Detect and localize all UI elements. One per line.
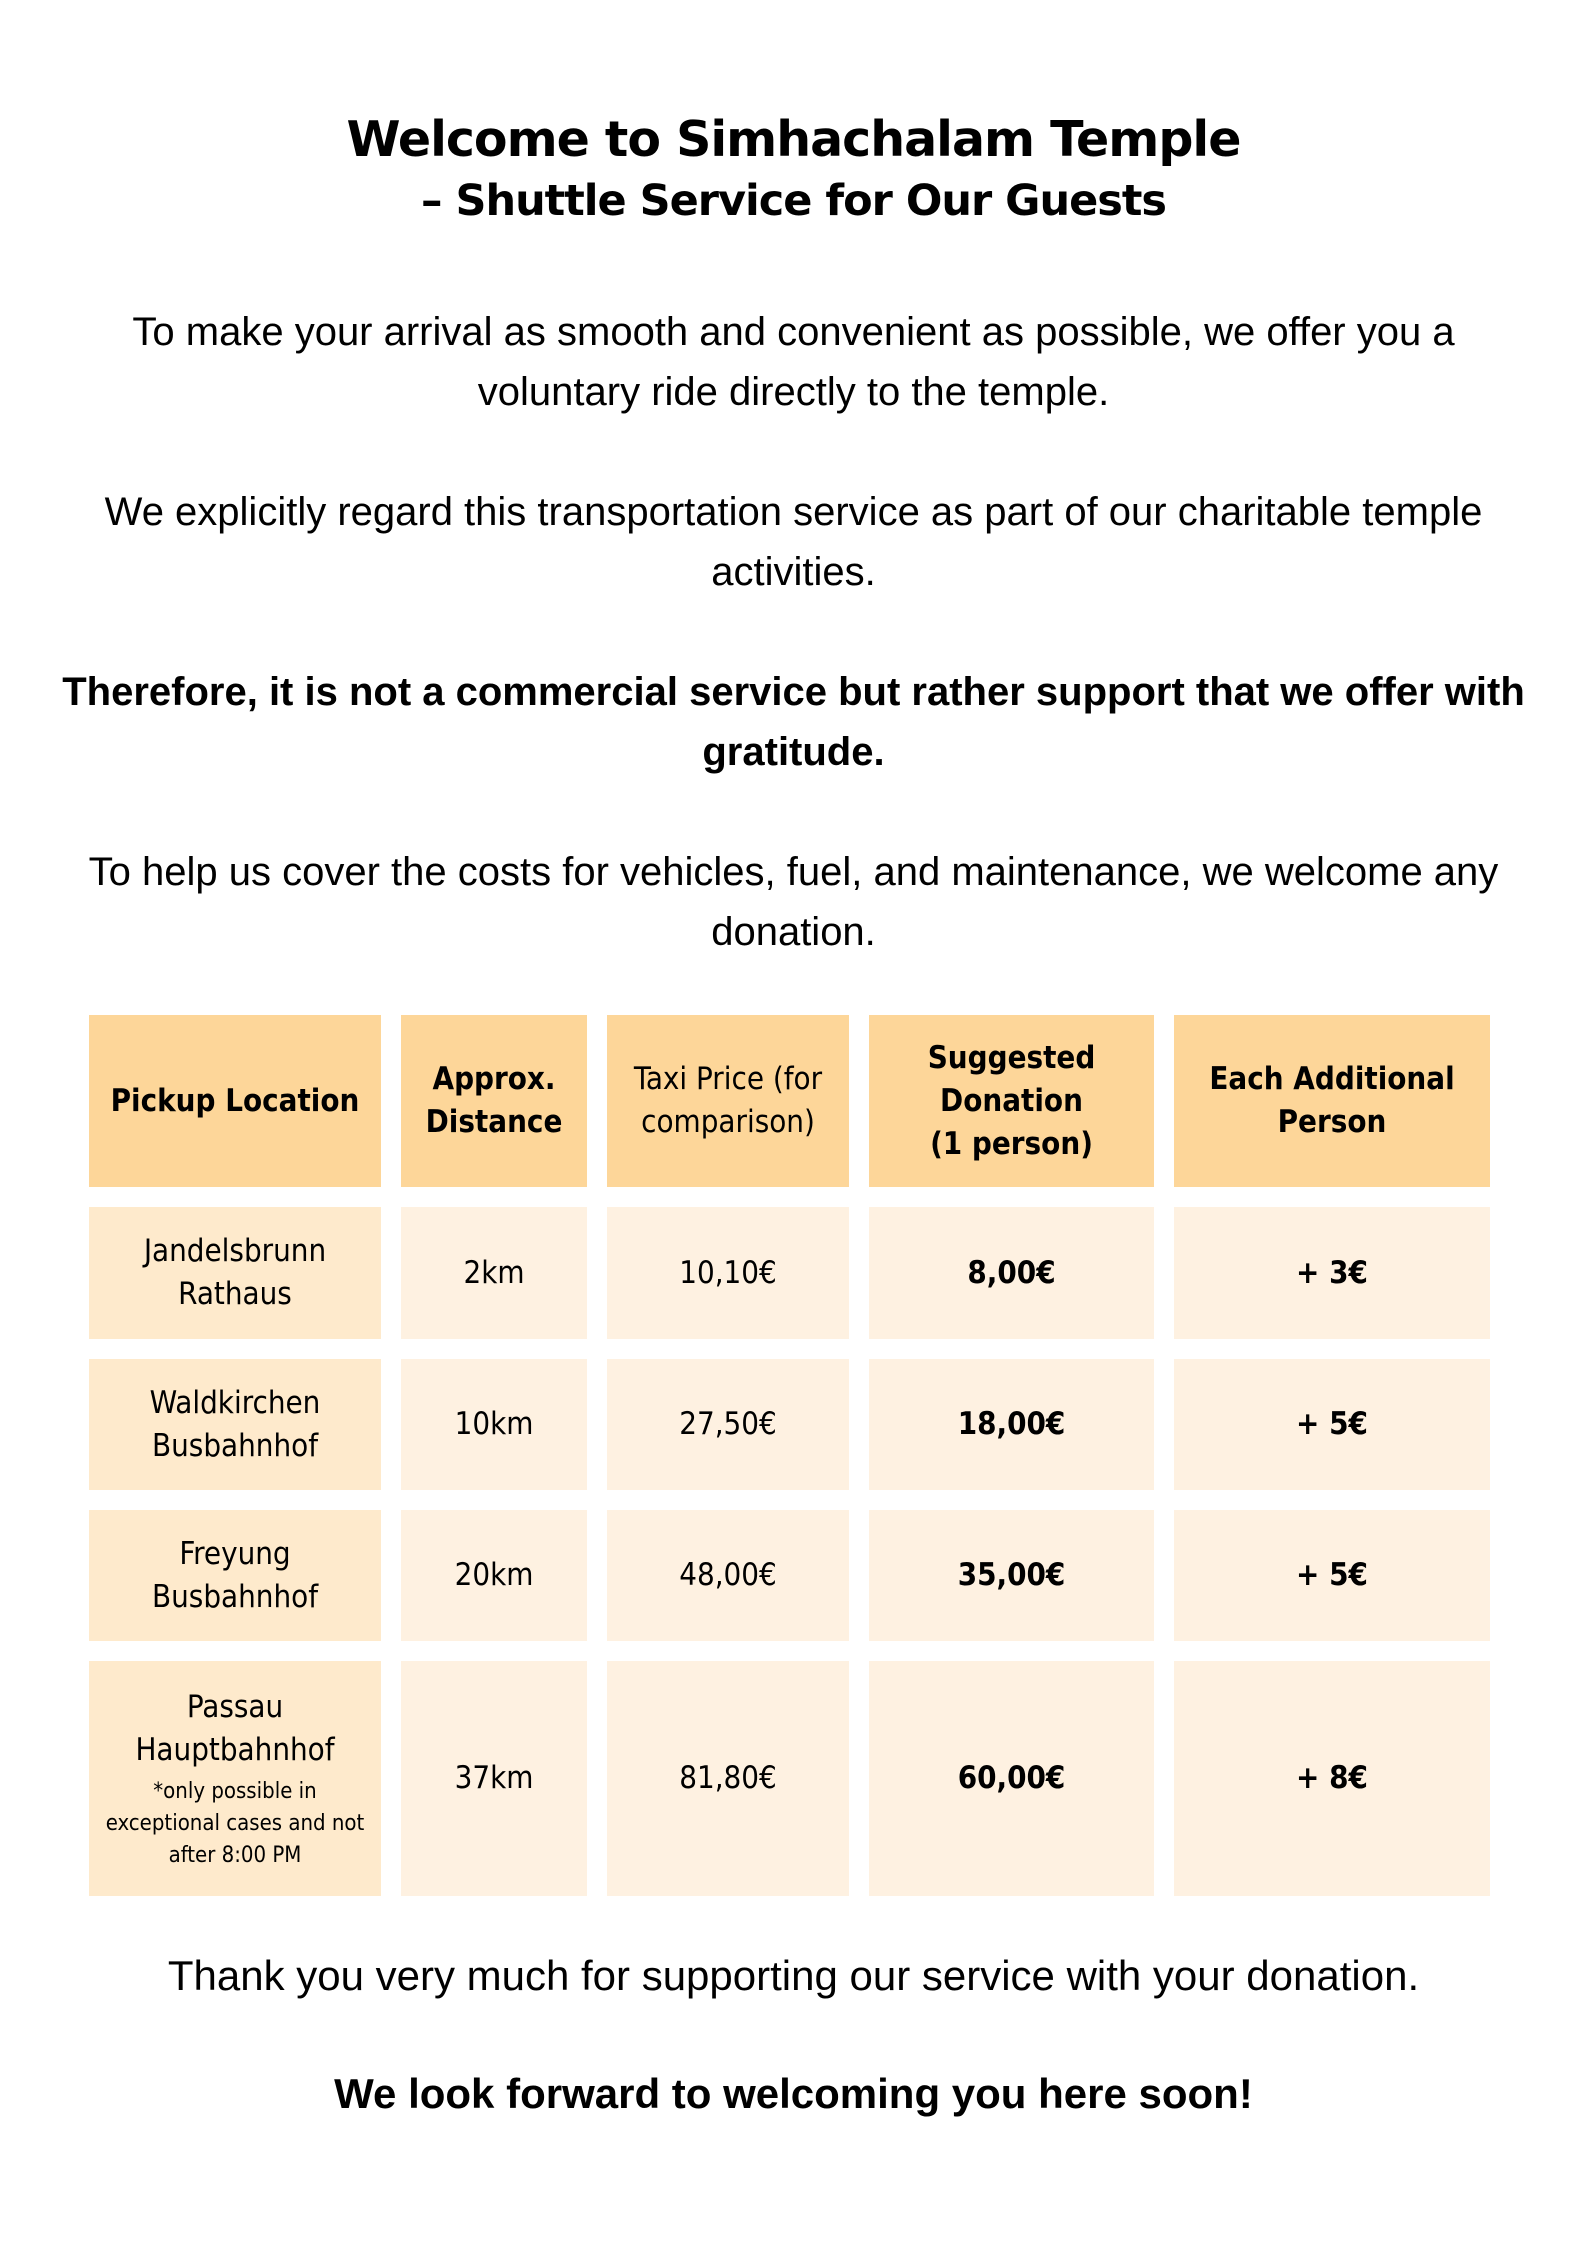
cell-taxi-price (607, 1661, 849, 1896)
header-pickup-label: Pickup Location (110, 1082, 360, 1119)
location-note: *only possible in exceptional cases and not after 8:00 PM (105, 1778, 365, 1868)
header-donation-line2: Donation (940, 1082, 1083, 1119)
distance-value: 10km (454, 1406, 534, 1442)
cell-additional-person (1174, 1510, 1490, 1641)
additional-value: + 5€ (1296, 1557, 1368, 1593)
cell-distance (401, 1359, 587, 1490)
cell-pickup-location (89, 1661, 381, 1896)
distance-value: 20km (454, 1557, 534, 1593)
cell-additional-person (1174, 1207, 1490, 1339)
header-suggested-donation (869, 1015, 1154, 1187)
cell-pickup-location (89, 1359, 381, 1490)
header-distance (401, 1015, 587, 1187)
cell-taxi-price (607, 1359, 849, 1490)
header-additional-line2: Person (1277, 1104, 1387, 1140)
location-line1: Jandelsbrunn (143, 1233, 327, 1269)
location-line2: Busbahnhof (151, 1578, 319, 1615)
additional-value: + 5€ (1296, 1406, 1368, 1442)
cell-distance (401, 1207, 587, 1339)
taxi-price-value: 10,10€ (679, 1254, 777, 1291)
location-line2: Rathaus (178, 1276, 292, 1312)
header-additional-person (1174, 1015, 1490, 1187)
closing-text: We look forward to welcoming you here soon! (334, 2070, 1253, 2117)
header-taxi-price (607, 1015, 849, 1187)
cell-suggested-donation (869, 1661, 1154, 1896)
distance-value: 37km (454, 1760, 534, 1796)
donation-value: 35,00€ (957, 1557, 1066, 1593)
title-line-1: Welcome to Simhachalam Temple (346, 111, 1241, 168)
location-line1: Passau (186, 1688, 284, 1725)
donation-value: 18,00€ (957, 1406, 1066, 1442)
donation-value: 60,00€ (957, 1760, 1066, 1796)
header-taxi-line1: Taxi Price (for (633, 1061, 823, 1097)
cell-distance (401, 1661, 587, 1896)
taxi-price-value: 27,50€ (679, 1406, 777, 1442)
cell-suggested-donation (869, 1359, 1154, 1490)
header-donation-line1: Suggested (927, 1039, 1096, 1076)
thank-you-text: Thank you very much for supporting our service with your donation. (167, 1952, 1420, 1999)
title-line-2: – Shuttle Service for Our Guests (421, 176, 1166, 226)
distance-value: 2km (463, 1254, 525, 1291)
donation-value: 8,00€ (967, 1254, 1056, 1291)
location-line2: Busbahnhof (151, 1427, 319, 1464)
intro-paragraph-3: Therefore, it is not a commercial service but rather support that we offer with gratitude. (62, 670, 1525, 774)
cell-suggested-donation (869, 1207, 1154, 1339)
header-pickup-location (89, 1015, 381, 1187)
header-taxi-line2: comparison) (641, 1104, 815, 1140)
cell-pickup-location (89, 1207, 381, 1339)
location-line1: Freyung (179, 1535, 291, 1572)
header-additional-line1: Each Additional (1209, 1061, 1455, 1097)
taxi-price-value: 81,80€ (679, 1760, 777, 1796)
cell-additional-person (1174, 1359, 1490, 1490)
intro-paragraph-1: To make your arrival as smooth and convenient as possible, we offer you a voluntary ride directly to the temple. (132, 310, 1455, 414)
additional-value: + 3€ (1296, 1254, 1368, 1291)
cell-distance (401, 1510, 587, 1641)
intro-paragraph-2: We explicitly regard this transportation service as part of our charitable temple activities. (104, 490, 1483, 594)
location-line2: Hauptbahnhof (135, 1731, 335, 1768)
page-title (0, 108, 1587, 230)
cell-additional-person (1174, 1661, 1490, 1896)
header-donation-line3: (1 person) (930, 1125, 1093, 1162)
cell-taxi-price (607, 1207, 849, 1339)
intro-paragraph-4: To help us cover the costs for vehicles, fuel, and maintenance, we welcome any donation. (88, 850, 1499, 954)
taxi-price-value: 48,00€ (679, 1557, 777, 1593)
additional-value: + 8€ (1296, 1760, 1368, 1796)
header-distance-line2: Distance (425, 1104, 563, 1140)
cell-suggested-donation (869, 1510, 1154, 1641)
header-distance-line1: Approx. (432, 1061, 556, 1097)
cell-taxi-price (607, 1510, 849, 1641)
cell-pickup-location (89, 1510, 381, 1641)
location-line1: Waldkirchen (149, 1384, 321, 1421)
